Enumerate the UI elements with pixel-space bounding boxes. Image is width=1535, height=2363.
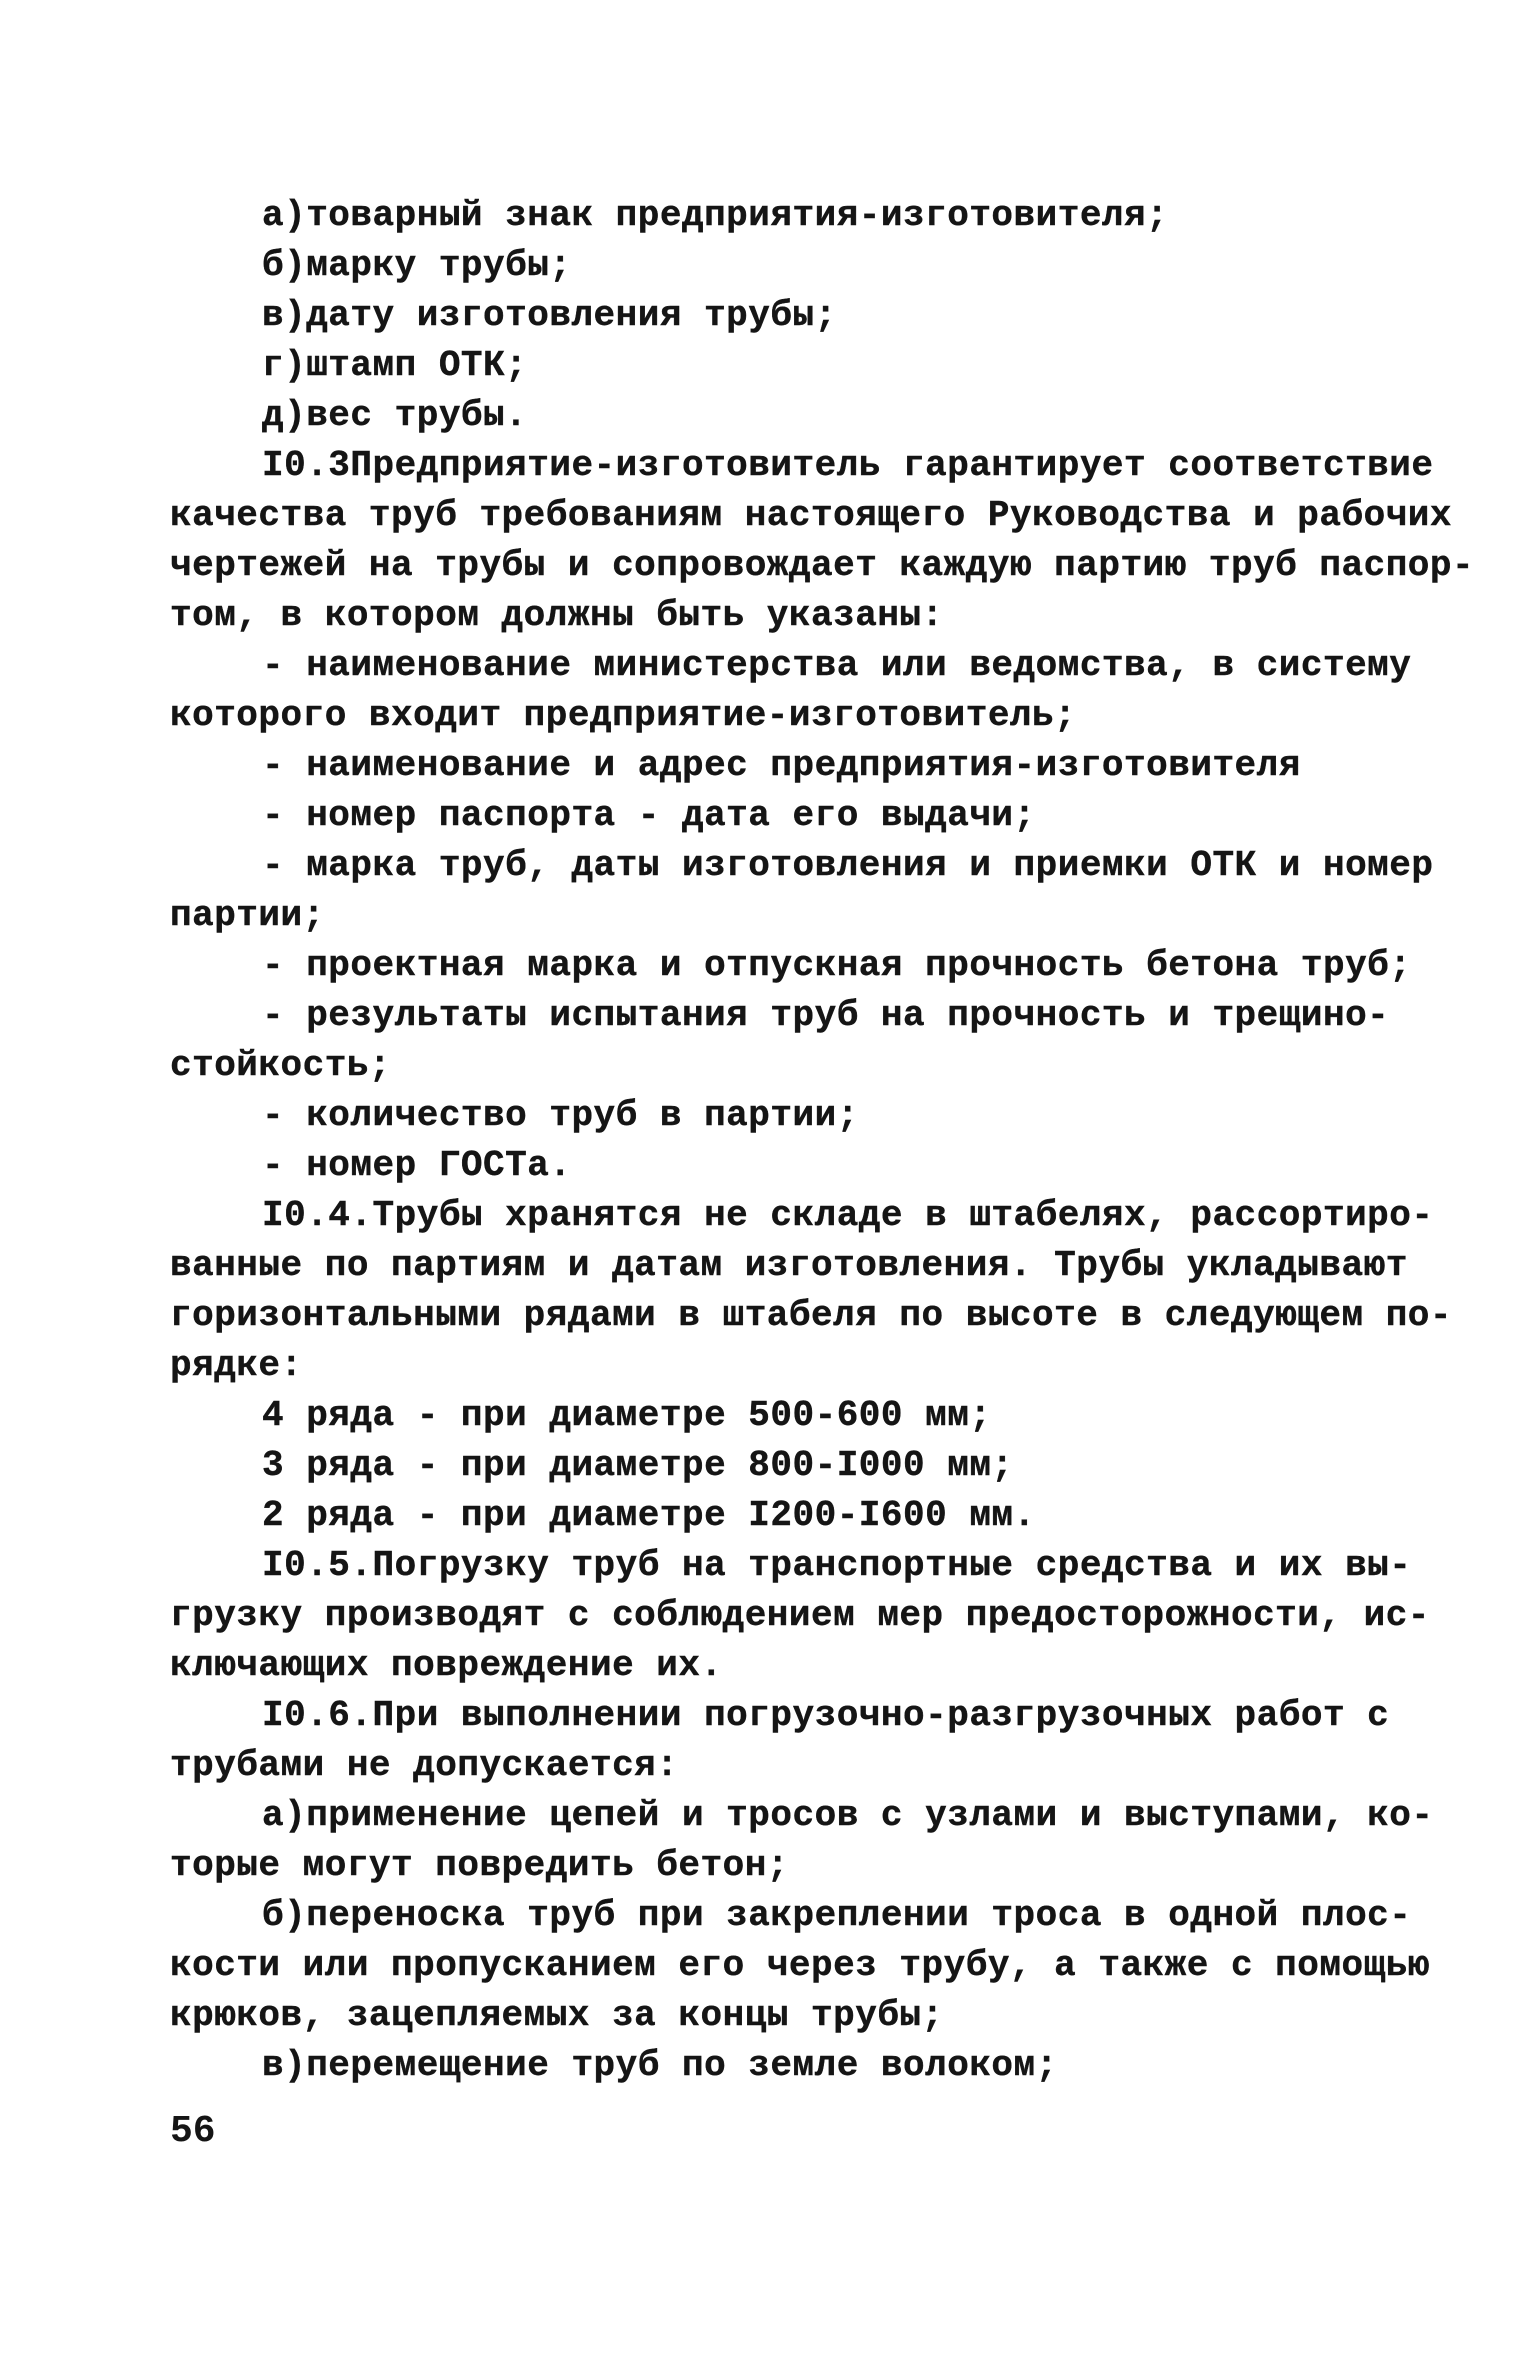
- text-line: чертежей на трубы и сопровождает каждую партию труб паспор-: [170, 545, 1475, 586]
- page-number: 56: [170, 2110, 216, 2153]
- text-line: - номер паспорта - дата его выдачи;: [262, 795, 1036, 836]
- text-line: - количество труб в партии;: [262, 1095, 859, 1136]
- text-line: в)дату изготовления трубы;: [262, 295, 837, 336]
- text-line: I0.5.Погрузку труб на транспортные средства и их вы-: [262, 1545, 1412, 1586]
- text-line: ванные по партиям и датам изготовления. Трубы укладывают: [170, 1245, 1408, 1286]
- text-line: а)применение цепей и тросов с узлами и выступами, ко-: [262, 1795, 1434, 1836]
- text-line: б)переноска труб при закреплении троса в одной плос-: [262, 1895, 1412, 1936]
- text-line: крюков, зацепляемых за концы трубы;: [170, 1995, 944, 2036]
- text-line: - результаты испытания труб на прочность и трещино-: [262, 995, 1390, 1036]
- text-line: г)штамп ОТК;: [262, 345, 528, 386]
- text-line: - проектная марка и отпускная прочность бетона труб;: [262, 945, 1412, 986]
- text-line: 4 ряда - при диаметре 500-600 мм;: [262, 1395, 992, 1436]
- text-line: качества труб требованиям настоящего Руководства и рабочих: [170, 495, 1453, 536]
- text-line: трубами не допускается:: [170, 1745, 679, 1786]
- text-line: I0.3Предприятие-изготовитель гарантирует соответствие: [262, 445, 1434, 486]
- text-line: - наименование и адрес предприятия-изготовителя: [262, 745, 1301, 786]
- text-line: 2 ряда - при диаметре I200-I600 мм.: [262, 1495, 1036, 1536]
- text-line: I0.6.При выполнении погрузочно-разгрузочных работ с: [262, 1695, 1390, 1736]
- text-line: в)перемещение труб по земле волоком;: [262, 2045, 1058, 2086]
- text-line: горизонтальными рядами в штабеля по высоте в следующем по-: [170, 1295, 1453, 1336]
- text-line: стойкость;: [170, 1045, 392, 1086]
- text-line: том, в котором должны быть указаны:: [170, 595, 944, 636]
- text-line: которого входит предприятие-изготовитель;: [170, 695, 1077, 736]
- text-line: б)марку трубы;: [262, 245, 572, 286]
- text-line: - номер ГОСТа.: [262, 1145, 572, 1186]
- text-line: партии;: [170, 895, 325, 936]
- text-line: - наименование министерства или ведомства, в систему: [262, 645, 1412, 686]
- text-line: а)товарный знак предприятия-изготовителя;: [262, 195, 1169, 236]
- text-line: I0.4.Трубы хранятся не складе в штабелях, рассортиро-: [262, 1195, 1434, 1236]
- text-line: ключающих повреждение их.: [170, 1645, 723, 1686]
- text-line: торые могут повредить бетон;: [170, 1845, 789, 1886]
- text-line: д)вес трубы.: [262, 395, 528, 436]
- text-line: кости или пропусканием его через трубу, а также с помощью: [170, 1945, 1430, 1986]
- text-line: рядке:: [170, 1345, 303, 1386]
- text-line: - марка труб, даты изготовления и приемки ОТК и номер: [262, 845, 1434, 886]
- text-line: 3 ряда - при диаметре 800-I000 мм;: [262, 1445, 1014, 1486]
- text-line: грузку производят с соблюдением мер предосторожности, ис-: [170, 1595, 1430, 1636]
